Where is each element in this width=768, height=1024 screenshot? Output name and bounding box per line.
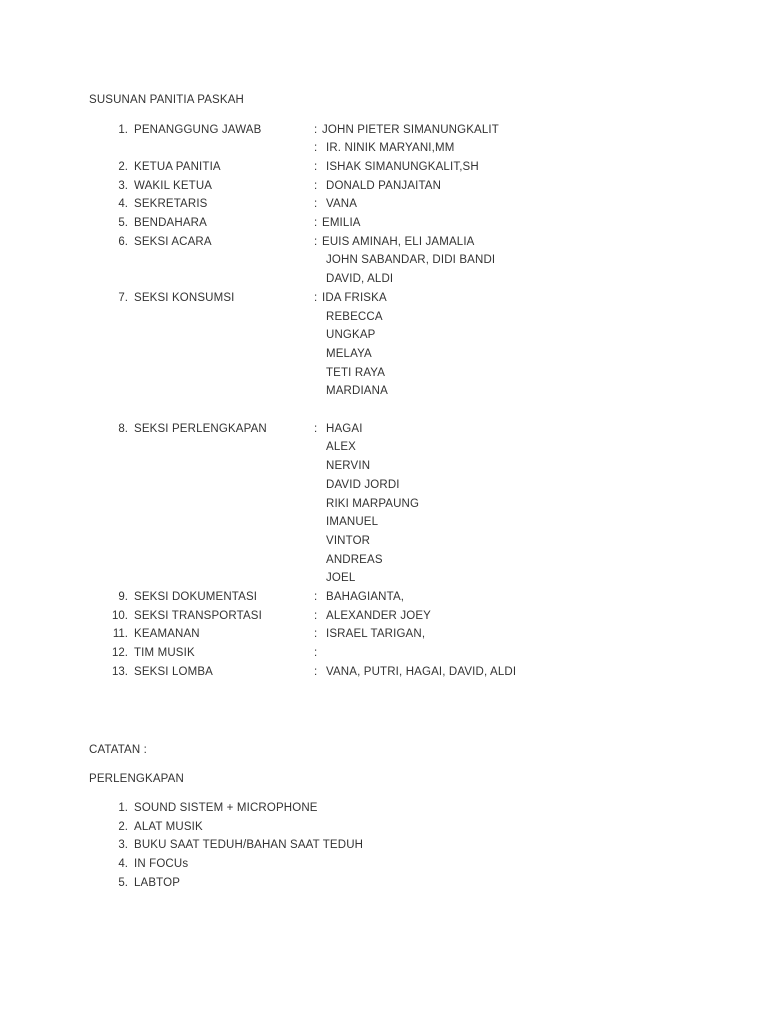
committee-row (0, 647, 768, 666)
committee-row-value: DAVID, ALDI (326, 273, 394, 286)
committee-row-value: MELAYA (326, 347, 372, 360)
committee-row-value: ISHAK SIMANUNGKALIT,SH (326, 160, 479, 173)
notes-subheading: PERLENGKAPAN (89, 773, 184, 785)
committee-row-continuation (0, 254, 768, 273)
committee-row-colon: : (314, 217, 318, 229)
committee-row-colon: : (314, 591, 318, 603)
committee-row-label: WAKIL KETUA (134, 179, 213, 192)
committee-row-continuation (0, 348, 768, 367)
committee-row-value: VANA (326, 198, 358, 211)
committee-row-continuation (0, 441, 768, 460)
committee-row-value: ALEX (326, 441, 357, 454)
committee-row-value: IMANUEL (326, 516, 379, 529)
committee-row-value: ISRAEL TARIGAN, (326, 628, 426, 641)
notes-heading: CATATAN : (89, 744, 147, 756)
committee-row-value: JOHN SABANDAR, DIDI BANDI (326, 254, 496, 267)
committee-row (0, 292, 768, 311)
committee-row-continuation (0, 311, 768, 330)
committee-row-label: TIM MUSIK (134, 647, 195, 660)
committee-row-value: ALEXANDER JOEY (326, 609, 431, 622)
committee-row-label: SEKRETARIS (134, 198, 208, 211)
committee-row-continuation (0, 273, 768, 292)
committee-row-colon: : (314, 628, 318, 641)
equipment-list-item (0, 858, 768, 877)
committee-row (0, 591, 768, 610)
committee-row-value: UNGKAP (326, 329, 376, 342)
committee-row-value: DAVID JORDI (326, 478, 400, 491)
committee-row (0, 217, 768, 236)
committee-row-value: IR. NINIK MARYANI,MM (326, 142, 455, 155)
committee-row-colon: : (314, 422, 318, 435)
committee-row-colon: : (314, 291, 318, 304)
committee-row (0, 124, 768, 143)
committee-row-value: JOHN PIETER SIMANUNGKALIT (322, 123, 499, 136)
committee-row-number: 8. (118, 422, 128, 435)
committee-row-value: VINTOR (326, 534, 371, 547)
committee-row (0, 198, 768, 217)
committee-row-value: TETI RAYA (326, 366, 386, 379)
committee-row-label: SEKSI LOMBA (134, 665, 213, 678)
committee-row-continuation (0, 572, 768, 591)
committee-row-colon: : (314, 665, 318, 678)
committee-row (0, 666, 768, 685)
committee-row-colon: : (314, 142, 318, 155)
committee-row-label: KETUA PANITIA (134, 160, 221, 173)
equipment-item-number: 3. (118, 839, 128, 852)
committee-row-value: DONALD PANJAITAN (326, 179, 442, 192)
committee-row-continuation (0, 329, 768, 348)
committee-row-colon: : (314, 179, 318, 192)
committee-row-number: 10. (112, 609, 128, 622)
committee-row-number: 7. (118, 291, 128, 304)
equipment-item-label: ALAT MUSIK (134, 820, 203, 833)
committee-row-label: SEKSI PERLENGKAPAN (134, 422, 267, 435)
committee-row-label: SEKSI DOKUMENTASI (134, 591, 258, 603)
committee-row-value: RIKI MARPAUNG (326, 497, 420, 510)
equipment-list-item (0, 877, 768, 896)
committee-row-value: IDA FRISKA (322, 291, 387, 304)
committee-row-value: JOEL (326, 572, 356, 585)
committee-row-number: 11. (112, 628, 128, 641)
committee-row-number: 4. (118, 198, 128, 211)
committee-row-number: 5. (118, 217, 128, 229)
committee-row-label: KEAMANAN (134, 628, 200, 641)
committee-row-continuation (0, 498, 768, 517)
committee-row-label: SEKSI KONSUMSI (134, 291, 235, 304)
committee-row-colon: : (314, 123, 318, 136)
equipment-item-label: SOUND SISTEM + MICROPHONE (134, 802, 318, 814)
committee-row-value: VANA, PUTRI, HAGAI, DAVID, ALDI (326, 665, 517, 678)
committee-row-label: BENDAHARA (134, 217, 207, 229)
committee-row-continuation (0, 367, 768, 386)
committee-row-number: 6. (118, 235, 128, 248)
committee-row-value: BAHAGIANTA, (326, 591, 405, 603)
committee-row (0, 628, 768, 647)
committee-row (0, 161, 768, 180)
committee-row-colon: : (314, 235, 318, 248)
equipment-item-number: 2. (118, 820, 128, 833)
equipment-item-label: BUKU SAAT TEDUH/BAHAN SAAT TEDUH (134, 839, 364, 852)
committee-row-continuation (0, 460, 768, 479)
committee-row (0, 423, 768, 442)
committee-row-continuation (0, 535, 768, 554)
committee-row-number: 13. (112, 665, 128, 678)
equipment-item-number: 4. (118, 858, 128, 871)
committee-row (0, 610, 768, 629)
committee-row-number: 1. (118, 123, 128, 136)
committee-row-continuation (0, 385, 768, 404)
equipment-list-item (0, 839, 768, 858)
committee-row-number: 12. (112, 647, 128, 660)
committee-row-number: 2. (118, 160, 128, 173)
committee-row-continuation (0, 516, 768, 535)
committee-row-colon: : (314, 647, 318, 660)
committee-row (0, 236, 768, 255)
committee-row-label: PENANGGUNG JAWAB (134, 123, 262, 136)
committee-row-value: EUIS AMINAH, ELI JAMALIA (322, 235, 475, 248)
committee-row-value: NERVIN (326, 460, 371, 473)
committee-row-colon: : (314, 609, 318, 622)
committee-row-number: 9. (118, 591, 128, 603)
committee-row-colon: : (314, 160, 318, 173)
committee-row-value: MARDIANA (326, 385, 388, 398)
committee-row-label: SEKSI ACARA (134, 235, 212, 248)
page-title: SUSUNAN PANITIA PASKAH (89, 94, 244, 106)
committee-row-value: HAGAI (326, 422, 363, 435)
committee-row-continuation (0, 554, 768, 573)
equipment-item-label: IN FOCUs (134, 858, 189, 871)
equipment-list-item (0, 802, 768, 821)
committee-row-label: SEKSI TRANSPORTASI (134, 609, 262, 622)
committee-row-value: EMILIA (322, 217, 361, 229)
committee-row-continuation (0, 479, 768, 498)
committee-row-value: ANDREAS (326, 553, 383, 566)
equipment-item-number: 1. (118, 802, 128, 814)
committee-row-number: 3. (118, 179, 128, 192)
equipment-item-label: LABTOP (134, 876, 181, 889)
committee-row-colon: : (314, 198, 318, 211)
committee-row (0, 180, 768, 199)
equipment-item-number: 5. (118, 876, 128, 889)
equipment-list-item (0, 821, 768, 840)
committee-row-extra (0, 142, 768, 161)
committee-row-value: REBECCA (326, 310, 383, 323)
